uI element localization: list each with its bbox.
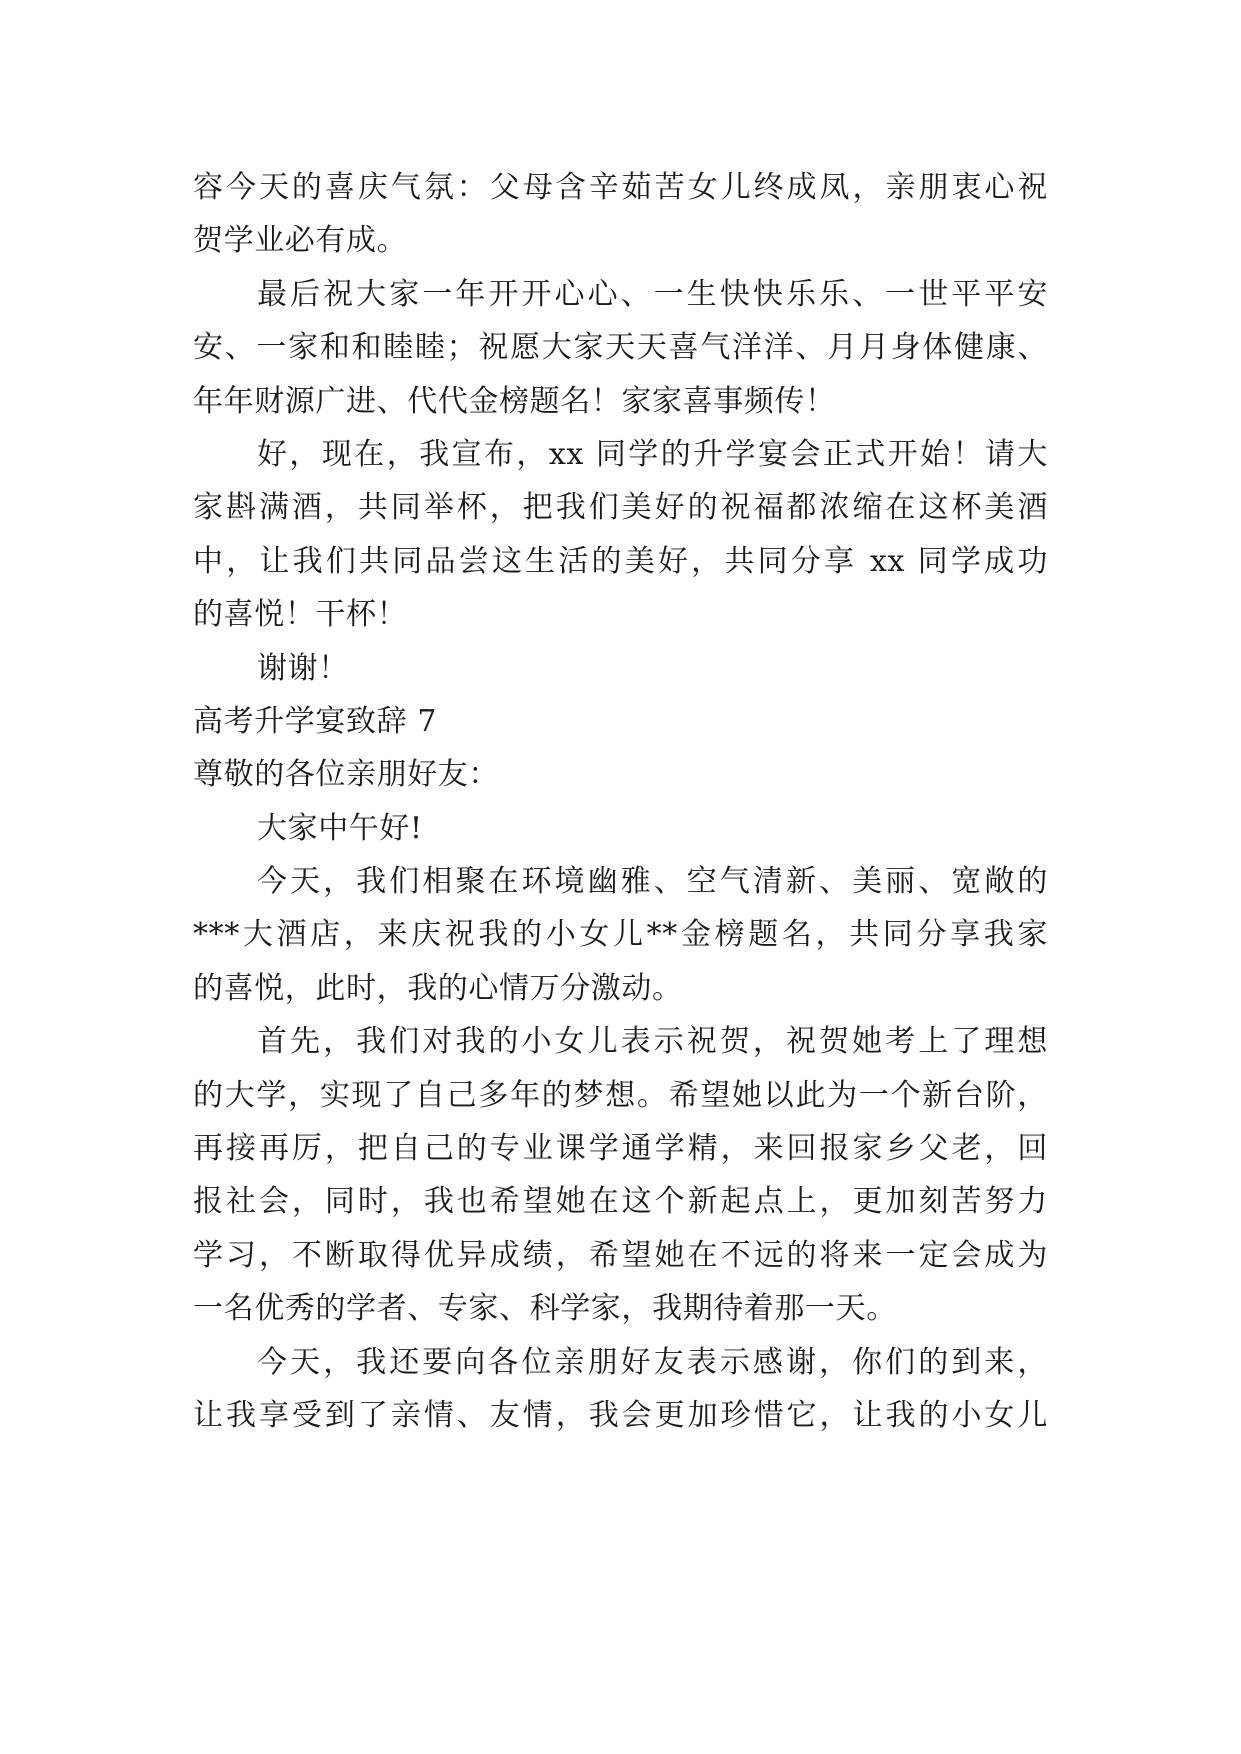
text-line: 好，现在，我宣布，xx 同学的升学宴会正式开始！请大 [257,436,1048,472]
text-line: 最后祝大家一年开开心心、一生快快乐乐、一世平平安 [257,276,1048,312]
text-line: 今天，我还要向各位亲朋好友表示感谢，你们的到来， [257,1344,1048,1380]
text-line: 尊敬的各位亲朋好友： [193,757,499,793]
text-line: 首先，我们对我的小女儿表示祝贺，祝贺她考上了理想 [257,1024,1048,1060]
text-line: 的喜悦，此时，我的心情万分激动。 [193,970,683,1006]
text-line: 大家中午好! [257,810,423,846]
text-line: 谢谢！ [257,650,349,686]
text-line: 贺学业必有成。 [193,223,408,259]
text-line: 年年财源广进、代代金榜题名！家家喜事频传！ [193,383,836,419]
text-line: 的大学，实现了自己多年的梦想。希望她以此为一个新台阶， [193,1077,1048,1113]
text-line: 中，让我们共同品尝这生活的美好，共同分享 xx 同学成功 [193,543,1048,579]
text-line: 让我享受到了亲情、友情，我会更加珍惜它，让我的小女儿 [193,1397,1048,1433]
text-line: 家斟满酒，共同举杯，把我们美好的祝福都浓缩在这杯美酒 [193,490,1048,526]
text-line: 学习，不断取得优异成绩，希望她在不远的将来一定会成为 [193,1237,1048,1273]
text-line: 高考升学宴致辞 7 [193,703,438,739]
text-line: 安、一家和和睦睦；祝愿大家天天喜气洋洋、月月身体健康、 [193,330,1048,366]
text-line: 一名优秀的学者、专家、科学家，我期待着那一天。 [193,1291,897,1327]
text-line: 再接再厉，把自己的专业课学通学精，来回报家乡父老，回 [193,1131,1048,1167]
text-line: 的喜悦！干杯！ [193,597,408,633]
text-line: 今天，我们相聚在环境幽雅、空气清新、美丽、宽敞的 [257,864,1048,900]
document-body [193,161,1048,1442]
text-line: 容今天的喜庆气氛：父母含辛茹苦女儿终成凤，亲朋衷心祝 [193,170,1048,205]
text-line: 报社会，同时，我也希望她在这个新起点上，更加刻苦努力 [193,1184,1048,1220]
text-line: ***大酒店，来庆祝我的小女儿**金榜题名，共同分享我家 [193,917,1048,953]
